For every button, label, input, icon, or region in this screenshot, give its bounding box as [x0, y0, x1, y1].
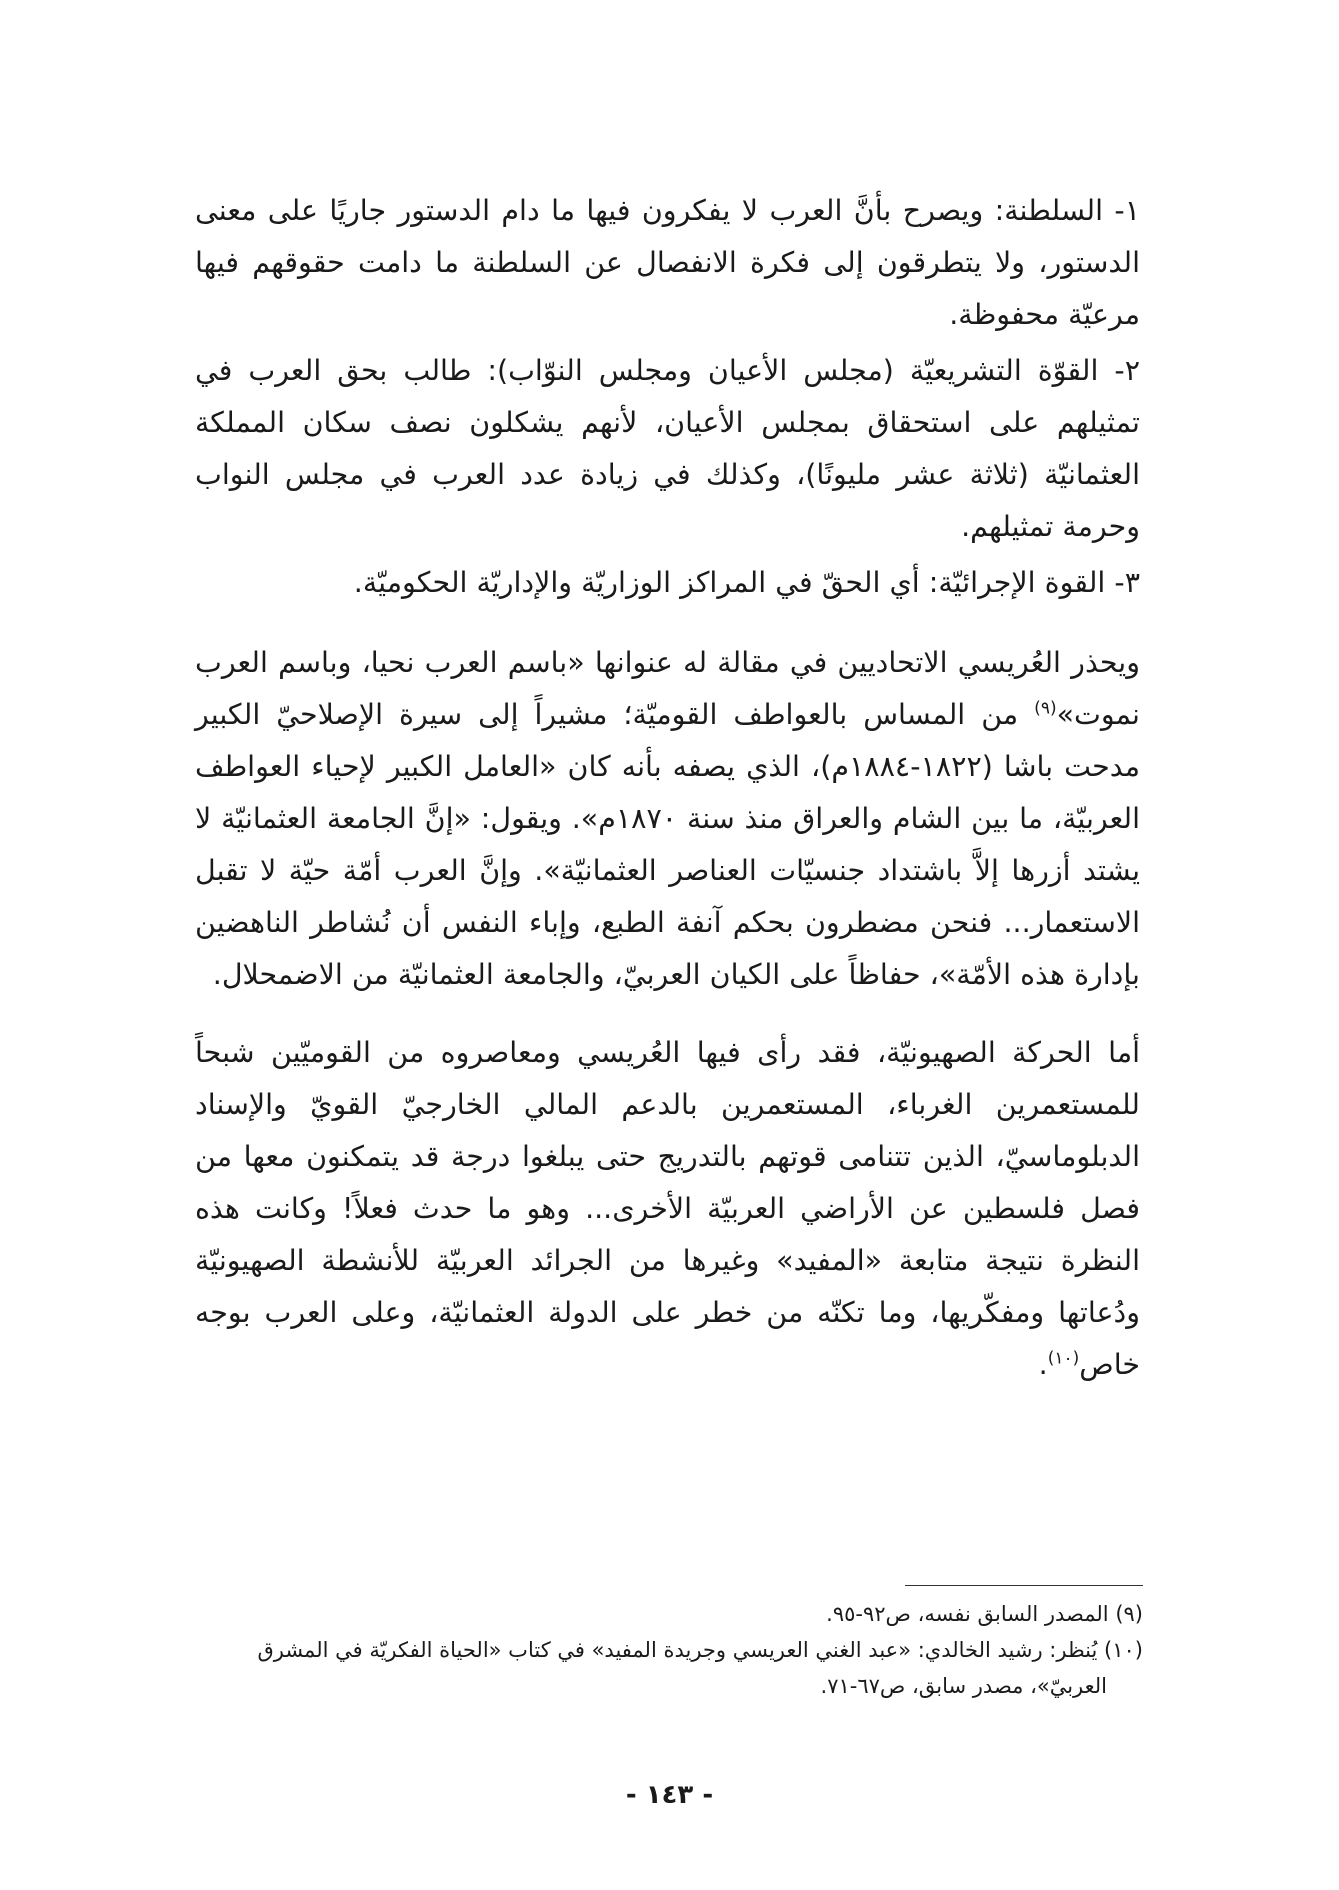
- page-body: [195, 185, 1140, 1391]
- footnote-ref-10[interactable]: (١٠): [1047, 1348, 1080, 1369]
- footnote-10-continued: العربيّ»، مصدر سابق، ص٦٧-٧١.: [820, 1674, 1107, 1698]
- footnotes: [195, 1596, 1143, 1704]
- paragraph-1-text: ويحذر العُريسي الاتحاديين في مقالة له عنوانها «باسم العرب نحيا، وباسم العرب نموت»: [195, 646, 1140, 731]
- footnote-separator: [905, 1585, 1143, 1586]
- paragraph-2-text: أما الحركة الصهيونيّة، فقد رأى فيها العُريسي ومعاصروه من القوميّين شبحاً للمستعمرين الغرباء، المستعمرين بالدعم المالي الخارجيّ القويّ والإسناد الدبلوماسيّ، الذين تتنامى قوتهم بالتدريج حتى يبلغوا درجة قد يتمكنون معها من فصل فلسطين عن الأراضي العربيّة الأخرى... وهو ما حدث فعلاً! وكانت هذه النظرة نتيجة متابعة «المفيد» وغيرها من الجرائد العربيّة للأنشطة الصهيونيّة ودُعاتها ومفكّريها، وما تكنّه من خطر على الدولة العثمانيّة، وعلى العرب بوجه خاص: [195, 1036, 1140, 1381]
- page-number: - ١٤٣ -: [625, 1780, 714, 1810]
- paragraph-2-text-end: .: [1038, 1348, 1048, 1381]
- paragraph-1-text-cont: من المساس بالعواطف القوميّة؛ مشيراً إلى سيرة الإصلاحيّ الكبير مدحت باشا (١٨٢٢-١٨٨٤م)، الذي يصفه بأنه كان «العامل الكبير لإحياء العواطف العربيّة، ما بين الشام والعراق منذ سنة ١٨٧٠م». ويقول: «إنَّ الجامعة العثمانيّة لا يشتد أزرها إلاَّ باشتداد جنسيّات العناصر العثمانيّة». وإنَّ العرب أمّة حيّة لا تقبل الاستعمار... فنحن مضطرون بحكم آنفة الطبع، وإباء النفس أن نُشاطر الناهضين بإدارة هذه الأمّة»، حفاظاً على الكيان العربيّ، والجامعة العثمانيّة من الاضمحلال.: [195, 698, 1140, 991]
- list-item-legislative-power: ٢- القوّة التشريعيّة (مجلس الأعيان ومجلس النوّاب): طالب بحق العرب في تمثيلهم على استحقاق بمجلس الأعيان، لأنهم يشكلون نصف سكان المملكة العثمانيّة (ثلاثة عشر مليونًا)، وكذلك في زيادة عدد العرب في مجلس النواب وحرمة تمثيلهم.: [195, 354, 1140, 543]
- list-item-sultanate: ١- السلطنة: ويصرح بأنَّ العرب لا يفكرون فيها ما دام الدستور جاريًا على معنى الدستور، ولا يتطرقون إلى فكرة الانفصال عن السلطنة ما دامت حقوقهم فيها مرعيّة محفوظة.: [195, 194, 1140, 331]
- paragraph-zionist-movement: [195, 1027, 1140, 1391]
- list-item-executive-power: ٣- القوة الإجرائيّة: أي الحقّ في المراكز الوزاريّة والإداريّة الحكوميّة.: [353, 566, 1140, 599]
- footnote-9: (٩) المصدر السابق نفسه، ص٩٢-٩٥.: [826, 1602, 1143, 1626]
- footnote-ref-9[interactable]: (٩): [1034, 698, 1057, 719]
- paragraph-arisi-warning: [195, 637, 1140, 1001]
- footnote-10: (١٠) يُنظر: رشيد الخالدي: «عبد الغني العريسي وجريدة المفيد» في كتاب «الحياة الفكريّة في المشرق: [257, 1638, 1143, 1662]
